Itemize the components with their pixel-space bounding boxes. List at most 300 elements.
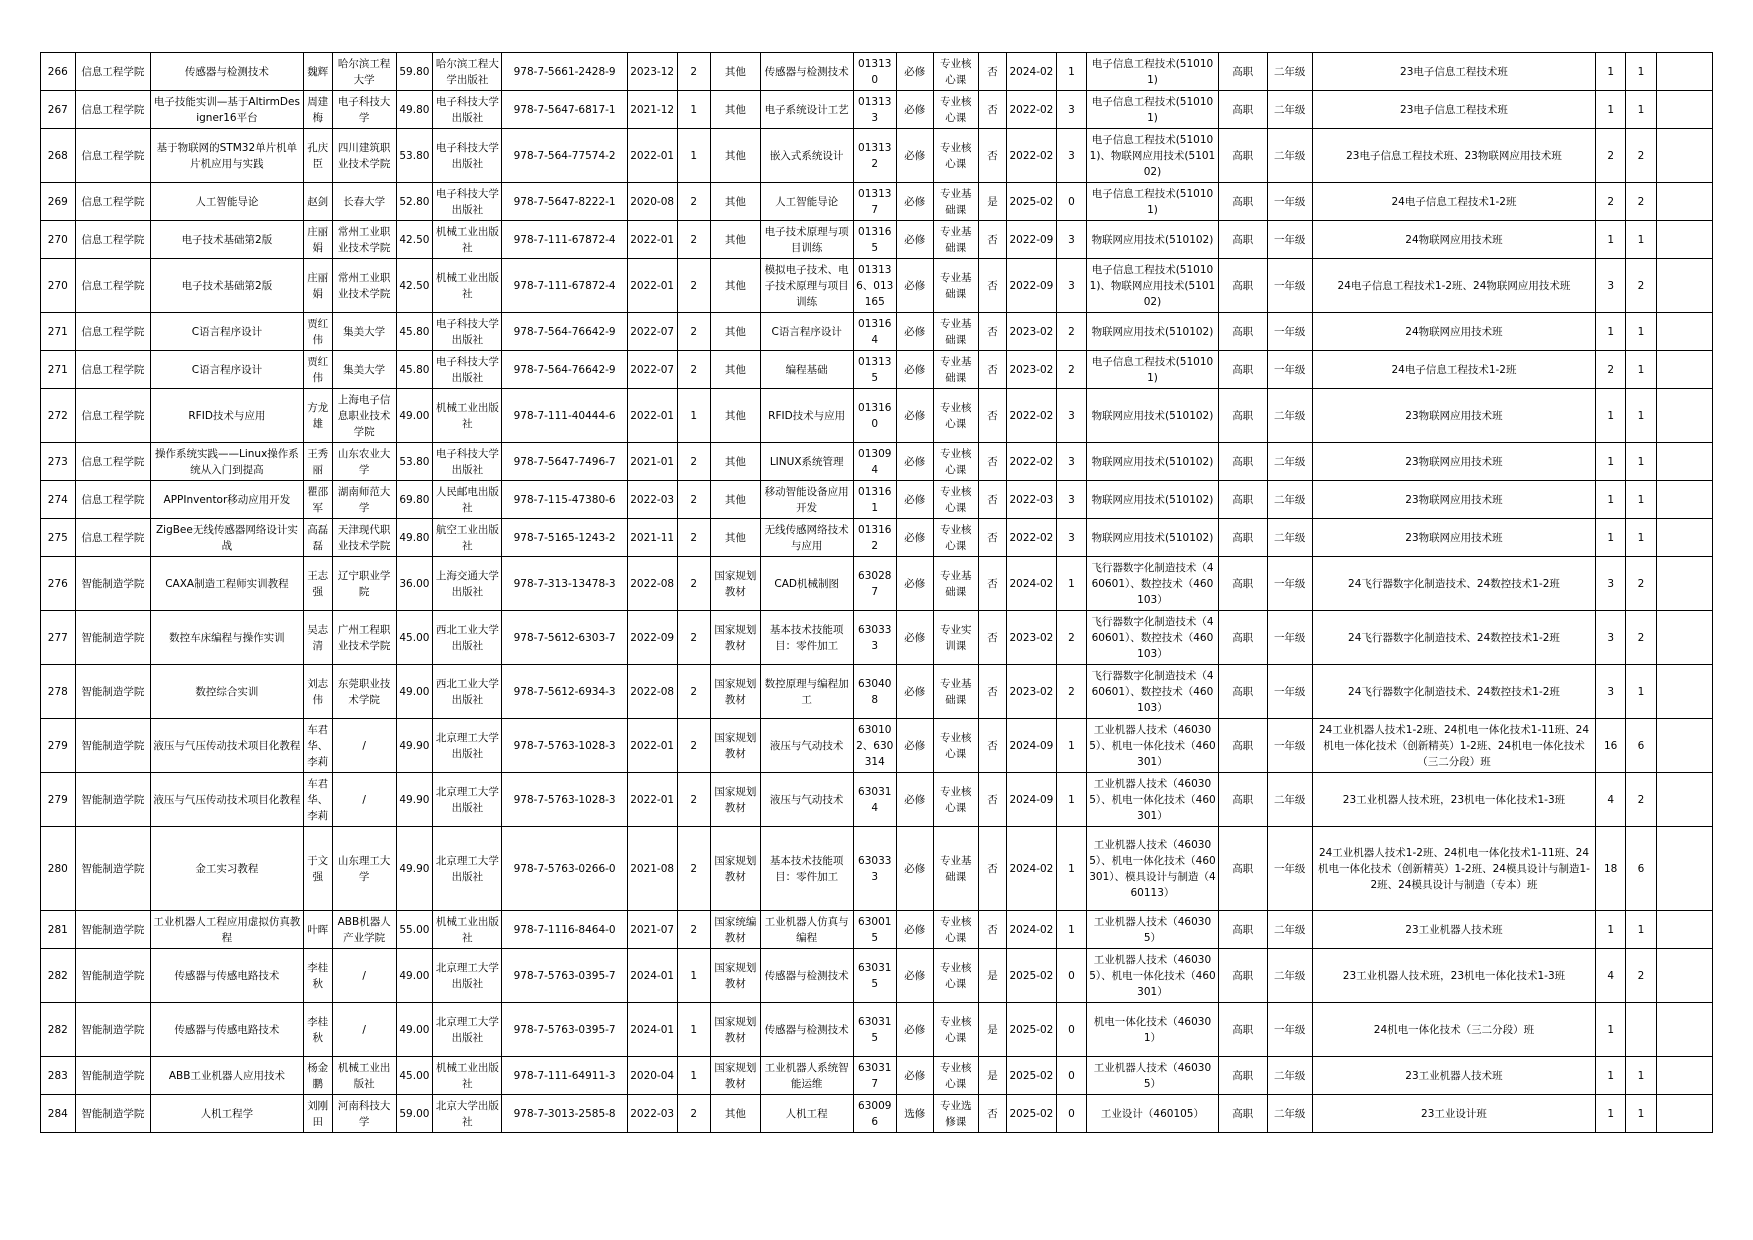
cell-college: 信息工程学院 xyxy=(75,183,151,221)
cell-required-type: 必修 xyxy=(896,389,933,443)
cell-level: 高职 xyxy=(1218,481,1267,519)
cell-book-title: ABB工业机器人应用技术 xyxy=(151,1057,303,1095)
cell-course-code: 013161 xyxy=(853,481,896,519)
cell-required-type: 必修 xyxy=(896,129,933,183)
cell-course-name: 人机工程 xyxy=(760,1095,853,1133)
cell-textbook-type: 其他 xyxy=(711,389,761,443)
cell-row-number: 272 xyxy=(41,389,76,443)
cell-extra-count: 1 xyxy=(1626,1095,1656,1133)
cell-edition: 2 xyxy=(677,221,711,259)
cell-price: 36.00 xyxy=(396,557,433,611)
cell-course-type: 专业核心课 xyxy=(933,53,978,91)
cell-first-use: 否 xyxy=(978,443,1006,481)
cell-author: 周建梅 xyxy=(303,91,332,129)
cell-course-name: CAD机械制图 xyxy=(760,557,853,611)
cell-publisher: 航空工业出版社 xyxy=(433,519,502,557)
cell-major: 电子信息工程技术(510101)、物联网应用技术(510102) xyxy=(1087,259,1219,313)
cell-book-title: C语言程序设计 xyxy=(151,313,303,351)
cell-classes: 23物联网应用技术班 xyxy=(1312,443,1595,481)
cell-course-type: 专业基础课 xyxy=(933,557,978,611)
cell-remark xyxy=(1656,481,1712,519)
table-row xyxy=(41,773,1713,827)
cell-edition: 2 xyxy=(677,1095,711,1133)
cell-edition: 2 xyxy=(677,519,711,557)
cell-textbook-type: 国家规划教材 xyxy=(711,1003,761,1057)
cell-course-code: 013133 xyxy=(853,91,896,129)
cell-required-type: 必修 xyxy=(896,827,933,911)
cell-isbn: 978-7-5763-0266-0 xyxy=(502,827,627,911)
cell-course-code: 013164 xyxy=(853,313,896,351)
cell-publisher: 北京理工大学出版社 xyxy=(433,719,502,773)
cell-grade: 一年级 xyxy=(1267,611,1312,665)
cell-required-type: 选修 xyxy=(896,1095,933,1133)
cell-college: 智能制造学院 xyxy=(75,911,151,949)
cell-price: 49.80 xyxy=(396,519,433,557)
cell-isbn: 978-7-5763-1028-3 xyxy=(502,719,627,773)
cell-course-type: 专业核心课 xyxy=(933,773,978,827)
cell-college: 智能制造学院 xyxy=(75,611,151,665)
cell-college: 信息工程学院 xyxy=(75,519,151,557)
cell-major: 物联网应用技术(510102) xyxy=(1087,221,1219,259)
cell-remark xyxy=(1656,557,1712,611)
cell-required-type: 必修 xyxy=(896,611,933,665)
cell-isbn: 978-7-5165-1243-2 xyxy=(502,519,627,557)
cell-level: 高职 xyxy=(1218,351,1267,389)
cell-row-number: 267 xyxy=(41,91,76,129)
cell-start-date: 2024-09 xyxy=(1007,719,1057,773)
cell-classes: 24电子信息工程技术1-2班、24物联网应用技术班 xyxy=(1312,259,1595,313)
cell-major: 工业机器人技术（460305）、机电一体化技术（460301）、模具设计与制造（460113） xyxy=(1087,827,1219,911)
cell-start-date: 2024-09 xyxy=(1007,773,1057,827)
cell-classes: 24飞行器数字化制造技术、24数控技术1-2班 xyxy=(1312,611,1595,665)
cell-extra-count: 1 xyxy=(1626,519,1656,557)
cell-textbook-type: 其他 xyxy=(711,443,761,481)
cell-class-count: 2 xyxy=(1596,351,1626,389)
cell-isbn: 978-7-564-77574-2 xyxy=(502,129,627,183)
cell-years-used: 0 xyxy=(1056,1095,1086,1133)
cell-start-date: 2024-02 xyxy=(1007,911,1057,949)
cell-row-number: 271 xyxy=(41,351,76,389)
cell-edition: 2 xyxy=(677,557,711,611)
cell-row-number: 283 xyxy=(41,1057,76,1095)
cell-textbook-type: 国家统编教材 xyxy=(711,911,761,949)
cell-publisher: 北京理工大学出版社 xyxy=(433,949,502,1003)
cell-classes: 23电子信息工程技术班 xyxy=(1312,53,1595,91)
cell-level: 高职 xyxy=(1218,389,1267,443)
cell-major: 工业机器人技术（460305）、机电一体化技术（460301） xyxy=(1087,773,1219,827)
cell-major: 物联网应用技术(510102) xyxy=(1087,389,1219,443)
cell-start-date: 2022-09 xyxy=(1007,221,1057,259)
cell-isbn: 978-7-5647-8222-1 xyxy=(502,183,627,221)
cell-major: 电子信息工程技术(510101) xyxy=(1087,351,1219,389)
cell-course-code: 630015 xyxy=(853,911,896,949)
cell-textbook-type: 其他 xyxy=(711,183,761,221)
cell-major: 物联网应用技术(510102) xyxy=(1087,481,1219,519)
cell-author-affiliation: 湖南师范大学 xyxy=(332,481,396,519)
cell-classes: 23工业设计班 xyxy=(1312,1095,1595,1133)
cell-isbn: 978-7-5612-6934-3 xyxy=(502,665,627,719)
cell-course-type: 专业基础课 xyxy=(933,221,978,259)
cell-extra-count: 1 xyxy=(1626,443,1656,481)
cell-first-use: 否 xyxy=(978,911,1006,949)
cell-author: 贾红伟 xyxy=(303,313,332,351)
cell-classes: 23物联网应用技术班 xyxy=(1312,389,1595,443)
cell-level: 高职 xyxy=(1218,313,1267,351)
cell-price: 49.00 xyxy=(396,949,433,1003)
cell-course-type: 专业核心课 xyxy=(933,389,978,443)
cell-start-date: 2025-02 xyxy=(1007,949,1057,1003)
cell-price: 45.80 xyxy=(396,351,433,389)
cell-publisher: 西北工业大学出版社 xyxy=(433,611,502,665)
cell-level: 高职 xyxy=(1218,519,1267,557)
cell-course-type: 专业基础课 xyxy=(933,827,978,911)
cell-major: 工业机器人技术（460305） xyxy=(1087,911,1219,949)
cell-course-name: 电子系统设计工艺 xyxy=(760,91,853,129)
cell-grade: 一年级 xyxy=(1267,351,1312,389)
cell-course-type: 专业核心课 xyxy=(933,91,978,129)
cell-remark xyxy=(1656,665,1712,719)
cell-level: 高职 xyxy=(1218,1095,1267,1133)
cell-book-title: 液压与气压传动技术项目化教程 xyxy=(151,773,303,827)
cell-publish-date: 2022-01 xyxy=(627,129,677,183)
cell-required-type: 必修 xyxy=(896,665,933,719)
cell-class-count: 3 xyxy=(1596,557,1626,611)
cell-textbook-type: 其他 xyxy=(711,1095,761,1133)
cell-price: 59.00 xyxy=(396,1095,433,1133)
cell-course-code: 630315 xyxy=(853,1003,896,1057)
cell-grade: 二年级 xyxy=(1267,519,1312,557)
cell-edition: 2 xyxy=(677,665,711,719)
cell-classes: 24电子信息工程技术1-2班 xyxy=(1312,351,1595,389)
cell-isbn: 978-7-5647-6817-1 xyxy=(502,91,627,129)
cell-row-number: 271 xyxy=(41,313,76,351)
cell-extra-count: 1 xyxy=(1626,911,1656,949)
cell-isbn: 978-7-5647-7496-7 xyxy=(502,443,627,481)
cell-author-affiliation: 辽宁职业学院 xyxy=(332,557,396,611)
cell-isbn: 978-7-111-67872-4 xyxy=(502,259,627,313)
cell-start-date: 2022-03 xyxy=(1007,481,1057,519)
cell-college: 信息工程学院 xyxy=(75,91,151,129)
cell-row-number: 266 xyxy=(41,53,76,91)
cell-row-number: 280 xyxy=(41,827,76,911)
cell-remark xyxy=(1656,183,1712,221)
cell-remark xyxy=(1656,1003,1712,1057)
cell-author: 杨金鹏 xyxy=(303,1057,332,1095)
cell-book-title: 操作系统实践——Linux操作系统从入门到提高 xyxy=(151,443,303,481)
cell-publish-date: 2022-01 xyxy=(627,389,677,443)
cell-publisher: 哈尔滨工程大学出版社 xyxy=(433,53,502,91)
cell-author: 王秀丽 xyxy=(303,443,332,481)
cell-row-number: 282 xyxy=(41,949,76,1003)
cell-class-count: 2 xyxy=(1596,183,1626,221)
cell-classes: 23物联网应用技术班 xyxy=(1312,481,1595,519)
cell-course-name: 基本技术技能项目：零件加工 xyxy=(760,827,853,911)
cell-start-date: 2025-02 xyxy=(1007,1003,1057,1057)
cell-row-number: 277 xyxy=(41,611,76,665)
cell-class-count: 3 xyxy=(1596,665,1626,719)
cell-author-affiliation: 电子科技大学 xyxy=(332,91,396,129)
cell-isbn: 978-7-115-47380-6 xyxy=(502,481,627,519)
cell-price: 53.80 xyxy=(396,443,433,481)
cell-class-count: 1 xyxy=(1596,481,1626,519)
cell-college: 信息工程学院 xyxy=(75,129,151,183)
cell-course-code: 630317 xyxy=(853,1057,896,1095)
cell-course-code: 630333 xyxy=(853,827,896,911)
cell-course-type: 专业核心课 xyxy=(933,443,978,481)
cell-class-count: 1 xyxy=(1596,53,1626,91)
cell-author-affiliation: / xyxy=(332,1003,396,1057)
cell-start-date: 2022-02 xyxy=(1007,389,1057,443)
cell-price: 45.00 xyxy=(396,1057,433,1095)
cell-book-title: 金工实习教程 xyxy=(151,827,303,911)
cell-edition: 2 xyxy=(677,351,711,389)
cell-level: 高职 xyxy=(1218,773,1267,827)
cell-classes: 23工业机器人技术班，23机电一体化技术1-3班 xyxy=(1312,949,1595,1003)
cell-publisher: 机械工业出版社 xyxy=(433,1057,502,1095)
cell-remark xyxy=(1656,719,1712,773)
cell-textbook-type: 其他 xyxy=(711,91,761,129)
cell-years-used: 2 xyxy=(1056,313,1086,351)
cell-row-number: 279 xyxy=(41,719,76,773)
cell-textbook-type: 国家规划教材 xyxy=(711,827,761,911)
cell-level: 高职 xyxy=(1218,911,1267,949)
cell-course-type: 专业核心课 xyxy=(933,911,978,949)
cell-start-date: 2023-02 xyxy=(1007,611,1057,665)
cell-price: 52.80 xyxy=(396,183,433,221)
cell-isbn: 978-7-313-13478-3 xyxy=(502,557,627,611)
cell-years-used: 2 xyxy=(1056,351,1086,389)
table-row xyxy=(41,313,1713,351)
table-row xyxy=(41,91,1713,129)
cell-college: 信息工程学院 xyxy=(75,53,151,91)
cell-start-date: 2024-02 xyxy=(1007,827,1057,911)
cell-course-type: 专业核心课 xyxy=(933,949,978,1003)
cell-publisher: 机械工业出版社 xyxy=(433,389,502,443)
cell-book-title: 电子技术基础第2版 xyxy=(151,259,303,313)
cell-classes: 23电子信息工程技术班 xyxy=(1312,91,1595,129)
cell-first-use: 是 xyxy=(978,183,1006,221)
cell-row-number: 274 xyxy=(41,481,76,519)
cell-course-code: 013130 xyxy=(853,53,896,91)
cell-course-code: 013132 xyxy=(853,129,896,183)
cell-course-name: 工业机器人系统智能运维 xyxy=(760,1057,853,1095)
cell-level: 高职 xyxy=(1218,443,1267,481)
cell-classes: 23工业机器人技术班 xyxy=(1312,911,1595,949)
cell-years-used: 0 xyxy=(1056,949,1086,1003)
cell-course-code: 013094 xyxy=(853,443,896,481)
cell-publisher: 北京理工大学出版社 xyxy=(433,1003,502,1057)
cell-textbook-type: 国家规划教材 xyxy=(711,1057,761,1095)
cell-college: 智能制造学院 xyxy=(75,827,151,911)
cell-college: 信息工程学院 xyxy=(75,481,151,519)
cell-remark xyxy=(1656,91,1712,129)
cell-isbn: 978-7-5763-1028-3 xyxy=(502,773,627,827)
cell-start-date: 2025-02 xyxy=(1007,183,1057,221)
cell-course-name: LINUX系统管理 xyxy=(760,443,853,481)
cell-course-name: 数控原理与编程加工 xyxy=(760,665,853,719)
cell-grade: 二年级 xyxy=(1267,129,1312,183)
cell-author-affiliation: 集美大学 xyxy=(332,313,396,351)
cell-major: 物联网应用技术(510102) xyxy=(1087,313,1219,351)
cell-major: 电子信息工程技术(510101) xyxy=(1087,53,1219,91)
cell-textbook-type: 其他 xyxy=(711,481,761,519)
cell-course-code: 013135 xyxy=(853,351,896,389)
cell-course-type: 专业核心课 xyxy=(933,1057,978,1095)
cell-textbook-type: 国家规划教材 xyxy=(711,773,761,827)
cell-major: 电子信息工程技术(510101) xyxy=(1087,183,1219,221)
cell-first-use: 否 xyxy=(978,313,1006,351)
cell-publish-date: 2021-08 xyxy=(627,827,677,911)
cell-publish-date: 2021-12 xyxy=(627,91,677,129)
cell-years-used: 1 xyxy=(1056,53,1086,91)
cell-major: 工业机器人技术（460305）、机电一体化技术（460301） xyxy=(1087,949,1219,1003)
cell-publisher: 机械工业出版社 xyxy=(433,911,502,949)
cell-edition: 2 xyxy=(677,443,711,481)
cell-publisher: 机械工业出版社 xyxy=(433,259,502,313)
cell-classes: 24电子信息工程技术1-2班 xyxy=(1312,183,1595,221)
table-row xyxy=(41,1057,1713,1095)
cell-required-type: 必修 xyxy=(896,519,933,557)
cell-level: 高职 xyxy=(1218,611,1267,665)
cell-start-date: 2022-02 xyxy=(1007,443,1057,481)
cell-college: 智能制造学院 xyxy=(75,719,151,773)
cell-major: 机电一体化技术（460301） xyxy=(1087,1003,1219,1057)
cell-publish-date: 2022-08 xyxy=(627,665,677,719)
cell-publisher: 电子科技大学出版社 xyxy=(433,183,502,221)
cell-grade: 二年级 xyxy=(1267,773,1312,827)
cell-extra-count xyxy=(1626,1003,1656,1057)
cell-publish-date: 2021-07 xyxy=(627,911,677,949)
table-row xyxy=(41,481,1713,519)
cell-extra-count: 2 xyxy=(1626,183,1656,221)
cell-major: 物联网应用技术(510102) xyxy=(1087,443,1219,481)
cell-textbook-type: 国家规划教材 xyxy=(711,611,761,665)
cell-book-title: 传感器与传感电路技术 xyxy=(151,1003,303,1057)
cell-edition: 2 xyxy=(677,259,711,313)
cell-grade: 二年级 xyxy=(1267,91,1312,129)
cell-extra-count: 2 xyxy=(1626,129,1656,183)
cell-author: 方龙雄 xyxy=(303,389,332,443)
cell-publish-date: 2022-03 xyxy=(627,1095,677,1133)
cell-book-title: RFID技术与应用 xyxy=(151,389,303,443)
cell-author-affiliation: 机械工业出版社 xyxy=(332,1057,396,1095)
cell-book-title: C语言程序设计 xyxy=(151,351,303,389)
cell-publisher: 电子科技大学出版社 xyxy=(433,313,502,351)
cell-author: 魏辉 xyxy=(303,53,332,91)
table-row xyxy=(41,827,1713,911)
cell-row-number: 270 xyxy=(41,259,76,313)
cell-years-used: 3 xyxy=(1056,259,1086,313)
cell-publish-date: 2024-01 xyxy=(627,1003,677,1057)
cell-book-title: ZigBee无线传感器网络设计实战 xyxy=(151,519,303,557)
cell-price: 42.50 xyxy=(396,259,433,313)
cell-class-count: 1 xyxy=(1596,443,1626,481)
cell-major: 电子信息工程技术(510101) xyxy=(1087,91,1219,129)
cell-edition: 1 xyxy=(677,1057,711,1095)
cell-first-use: 否 xyxy=(978,611,1006,665)
cell-book-title: 传感器与传感电路技术 xyxy=(151,949,303,1003)
cell-college: 智能制造学院 xyxy=(75,949,151,1003)
cell-author-affiliation: ABB机器人产业学院 xyxy=(332,911,396,949)
cell-level: 高职 xyxy=(1218,557,1267,611)
cell-class-count: 1 xyxy=(1596,519,1626,557)
cell-remark xyxy=(1656,389,1712,443)
cell-author: 王志强 xyxy=(303,557,332,611)
cell-author: 于文强 xyxy=(303,827,332,911)
cell-remark xyxy=(1656,611,1712,665)
cell-college: 信息工程学院 xyxy=(75,221,151,259)
cell-college: 智能制造学院 xyxy=(75,1003,151,1057)
cell-author-affiliation: 山东农业大学 xyxy=(332,443,396,481)
cell-textbook-type: 其他 xyxy=(711,313,761,351)
cell-years-used: 1 xyxy=(1056,911,1086,949)
cell-publish-date: 2022-07 xyxy=(627,351,677,389)
cell-class-count: 1 xyxy=(1596,221,1626,259)
cell-extra-count: 1 xyxy=(1626,313,1656,351)
cell-author-affiliation: 河南科技大学 xyxy=(332,1095,396,1133)
cell-course-name: 人工智能导论 xyxy=(760,183,853,221)
cell-author: 李桂秋 xyxy=(303,949,332,1003)
cell-years-used: 2 xyxy=(1056,665,1086,719)
cell-level: 高职 xyxy=(1218,949,1267,1003)
cell-major: 工业设计（460105） xyxy=(1087,1095,1219,1133)
cell-first-use: 否 xyxy=(978,557,1006,611)
cell-extra-count: 1 xyxy=(1626,91,1656,129)
cell-author: 叶晖 xyxy=(303,911,332,949)
cell-required-type: 必修 xyxy=(896,443,933,481)
cell-price: 49.80 xyxy=(396,91,433,129)
cell-publisher: 北京理工大学出版社 xyxy=(433,773,502,827)
cell-grade: 二年级 xyxy=(1267,443,1312,481)
cell-college: 智能制造学院 xyxy=(75,773,151,827)
cell-author-affiliation: 哈尔滨工程大学 xyxy=(332,53,396,91)
cell-years-used: 3 xyxy=(1056,389,1086,443)
cell-row-number: 270 xyxy=(41,221,76,259)
cell-textbook-type: 其他 xyxy=(711,519,761,557)
cell-isbn: 978-7-564-76642-9 xyxy=(502,313,627,351)
cell-author-affiliation: 四川建筑职业技术学院 xyxy=(332,129,396,183)
cell-required-type: 必修 xyxy=(896,481,933,519)
cell-extra-count: 6 xyxy=(1626,827,1656,911)
cell-course-type: 专业核心课 xyxy=(933,519,978,557)
cell-textbook-type: 其他 xyxy=(711,53,761,91)
cell-remark xyxy=(1656,519,1712,557)
cell-author: 李桂秋 xyxy=(303,1003,332,1057)
cell-required-type: 必修 xyxy=(896,1003,933,1057)
cell-grade: 二年级 xyxy=(1267,389,1312,443)
cell-publish-date: 2022-09 xyxy=(627,611,677,665)
table-row xyxy=(41,911,1713,949)
cell-book-title: 工业机器人工程应用虚拟仿真教程 xyxy=(151,911,303,949)
cell-start-date: 2022-09 xyxy=(1007,259,1057,313)
cell-years-used: 1 xyxy=(1056,827,1086,911)
cell-college: 信息工程学院 xyxy=(75,313,151,351)
cell-edition: 2 xyxy=(677,611,711,665)
cell-publish-date: 2020-08 xyxy=(627,183,677,221)
cell-publisher: 西北工业大学出版社 xyxy=(433,665,502,719)
cell-book-title: 人工智能导论 xyxy=(151,183,303,221)
cell-first-use: 否 xyxy=(978,221,1006,259)
cell-remark xyxy=(1656,53,1712,91)
cell-book-title: 液压与气压传动技术项目化教程 xyxy=(151,719,303,773)
cell-major: 电子信息工程技术(510101)、物联网应用技术(510102) xyxy=(1087,129,1219,183)
cell-publish-date: 2022-01 xyxy=(627,259,677,313)
cell-grade: 二年级 xyxy=(1267,481,1312,519)
cell-author-affiliation: 东莞职业技术学院 xyxy=(332,665,396,719)
cell-classes: 24飞行器数字化制造技术、24数控技术1-2班 xyxy=(1312,665,1595,719)
cell-level: 高职 xyxy=(1218,1003,1267,1057)
table-row xyxy=(41,259,1713,313)
